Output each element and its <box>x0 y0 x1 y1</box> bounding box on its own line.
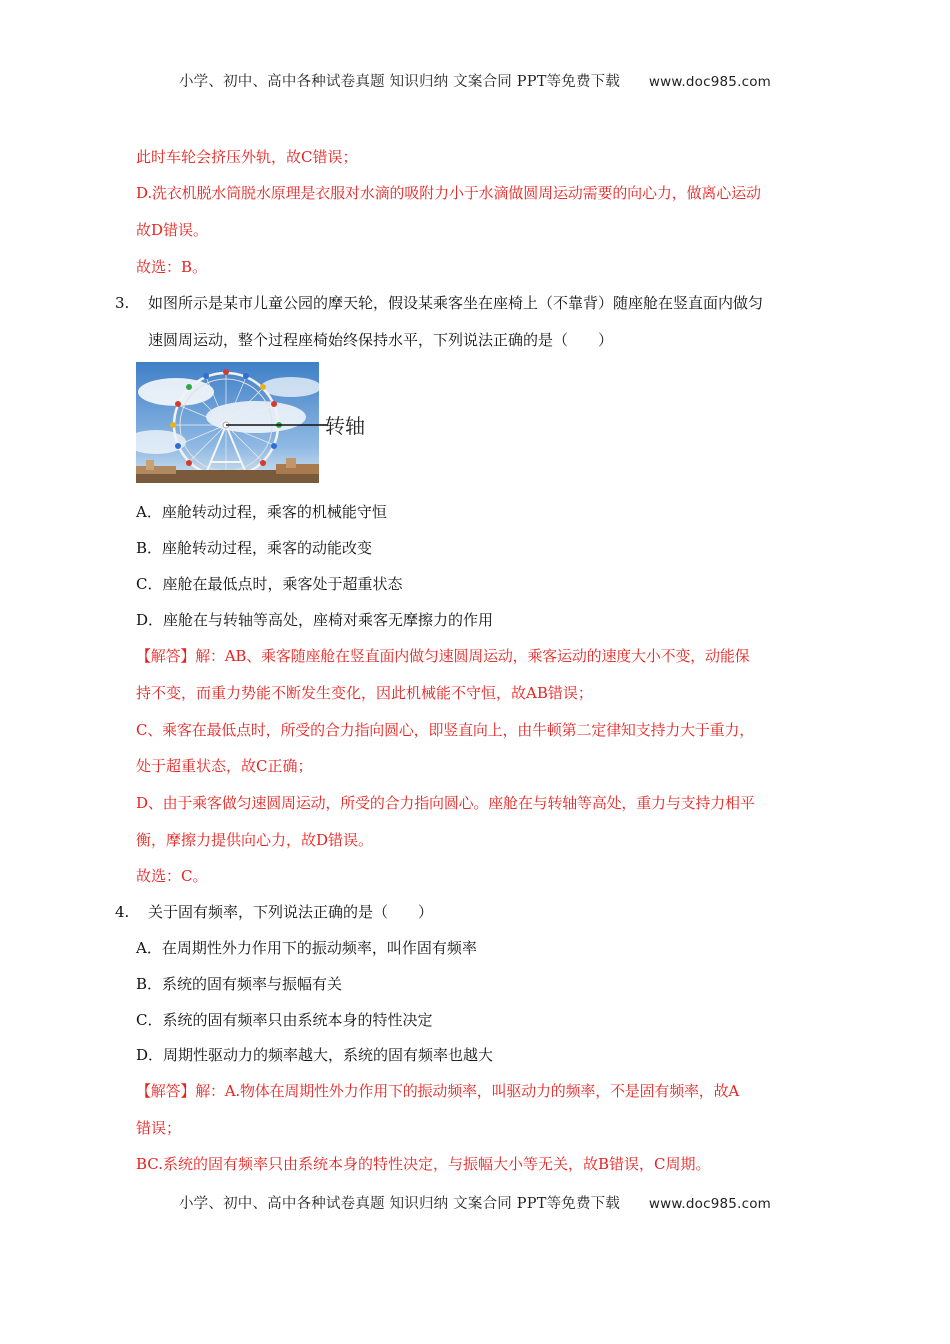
q4-answer-line-3: BC.系统的固有频率只由系统本身的特性决定，与振幅大小等无关，故B错误，C周期。 <box>136 1155 711 1173</box>
q3-stem-line-1: 如图所示是某市儿童公园的摩天轮，假设某乘客坐在座椅上（不靠背）随座舱在竖直面内做匀 <box>148 294 764 312</box>
q4-option-b: B．系统的固有频率与振幅有关 <box>136 975 343 993</box>
q3-answer-choice: 故选：C。 <box>136 867 208 885</box>
q4-answer-line-2: 错误； <box>136 1119 182 1137</box>
q3-answer-line-6: 衡，摩擦力提供向心力，故D错误。 <box>136 831 374 849</box>
prev-answer-line-3: 故D错误。 <box>136 221 209 239</box>
page-footer <box>0 1192 950 1213</box>
q4-stem: 关于固有频率，下列说法正确的是（ ） <box>148 903 434 921</box>
q3-answer-line-3: C、乘客在最低点时，所受的合力指向圆心，即竖直向上，由牛顿第二定律知支持力大于重力， <box>136 721 755 739</box>
footer-site: www.doc985.com <box>648 1196 772 1212</box>
q3-answer-line-1: 【解答】解：AB、乘客随座舱在竖直面内做匀速圆周运动，乘客运动的速度大小不变，动能保 <box>136 647 750 665</box>
q3-option-c: C．座舱在最低点时，乘客处于超重状态 <box>136 575 403 593</box>
q3-answer-line-5: D、由于乘客做匀速圆周运动，所受的合力指向圆心。座舱在与转轴等高处，重力与支持力相平 <box>136 794 755 812</box>
q4-option-c: C．系统的固有频率只由系统本身的特性决定 <box>136 1011 433 1029</box>
q3-option-b: B．座舱转动过程，乘客的动能改变 <box>136 539 373 557</box>
prev-answer-line-2: D.洗衣机脱水筒脱水原理是衣服对水滴的吸附力小于水滴做圆周运动需要的向心力，做离心运动 <box>136 184 761 202</box>
header-site: www.doc985.com <box>648 74 772 90</box>
q3-number: 3. <box>115 294 130 312</box>
footer-text: 小学、初中、高中各种试卷真题 知识归纳 文案合同 PPT等免费下载 <box>178 1196 621 1212</box>
q3-option-a: A．座舱转动过程，乘客的机械能守恒 <box>136 503 387 521</box>
ferris-wheel-illustration <box>136 362 319 483</box>
q3-answer-line-2: 持不变，而重力势能不断发生变化，因此机械能不守恒，故AB错误； <box>136 684 593 702</box>
q4-number: 4. <box>115 903 130 921</box>
prev-answer-choice: 故选：B。 <box>136 258 208 276</box>
q3-option-d: D．座舱在与转轴等高处，座椅对乘客无摩擦力的作用 <box>136 611 494 629</box>
q4-option-d: D．周期性驱动力的频率越大，系统的固有频率也越大 <box>136 1046 494 1064</box>
q3-stem-line-2: 速圆周运动，整个过程座椅始终保持水平，下列说法正确的是（ ） <box>148 331 614 349</box>
q4-answer-line-1: 【解答】解：A.物体在周期性外力作用下的振动频率，叫驱动力的频率，不是固有频率，故A <box>136 1082 740 1100</box>
page-header <box>0 70 950 91</box>
q3-answer-line-4: 处于超重状态，故C正确； <box>136 757 313 775</box>
q4-option-a: A．在周期性外力作用下的振动频率，叫作固有频率 <box>136 939 477 957</box>
ferris-wheel-figure <box>136 362 319 483</box>
axle-label: 转轴 <box>325 414 365 438</box>
header-text: 小学、初中、高中各种试卷真题 知识归纳 文案合同 PPT等免费下载 <box>178 74 621 90</box>
prev-answer-line-1: 此时车轮会挤压外轨，故C错误； <box>136 148 358 166</box>
